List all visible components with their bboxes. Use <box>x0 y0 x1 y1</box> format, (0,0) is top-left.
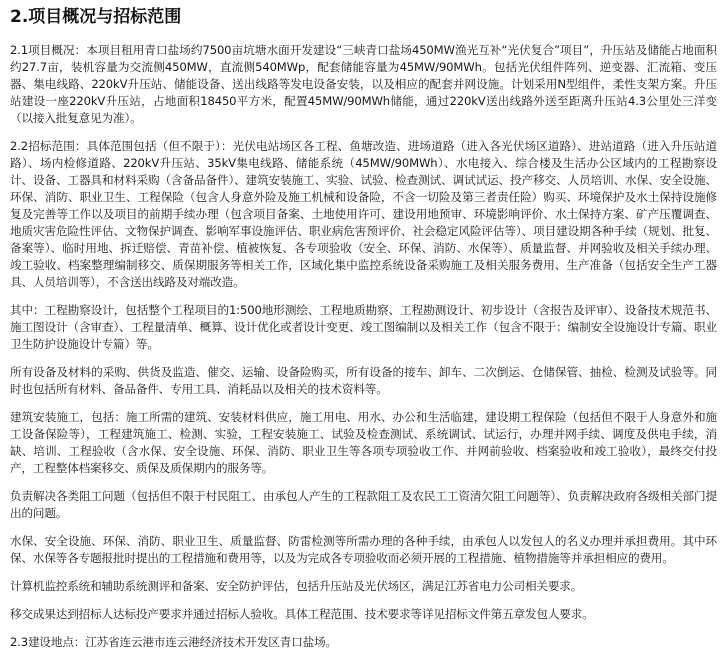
section-heading: 2.项目概况与招标范围 <box>10 7 182 27</box>
permits-paragraph: 水保、安全设施、环保、消防、职业卫生、质量监督、防雷检测等所需办理的各种手续，由承包人以发包人的名义办理并承担费用。其中环保、水保等各专题报批时提出的工程措施和费用等，以及为完成各专项验收而必须开展的工程措施、植物措施等并承担相应的费用。 <box>10 534 717 565</box>
survey-design-paragraph: 其中：工程勘察设计，包括整个工程项目的1:500地形测绘、工程地质勘察、工程勘测设计、初步设计（含报告及评审）、设备技术规范书、施工图设计（含审查）、工程量清单、概算、设计优化或者设计变更、竣工图编制以及相关工作（包含不限于：编制安全设施设计专篇、职业卫生防护设施设计专篇）等。 <box>10 303 717 351</box>
bid-scope-paragraph: 2.2招标范围：具体范围包括（但不限于）：光伏电站场区各工程、鱼塘改造、进场道路（进入各光伏场区道路）、进站道路（进入升压站道路）、场内检修道路、220kV升压站、35kV集电线路、储能系统（45MW/90MWh）、水电接入、综合楼及生活办公区域内的工程勘察设计、设备、工器具和材料采购（含备品备件）、建筑安装施工、实验、试验、检查测试、调试试运、投产移交、人员培训、水保、安全设施、环保、消防、职业卫生、工程保险（包含人身意外险及施工机械和设备险，不含一切险及第三者责任险）购买、环境保护及水土保持设施修复及完善等工作以及项目的前期手续办理（包含项目备案、土地使用许可、建设用地预审、环境影响评价、水土保持方案、矿产压覆调查、地质灾害危险性评估、文物保护调查、影响军事设施评估、职业病危害预评价、社会稳定风险评估等）、项目建设期各种手续（规划、批复、备案等）、临时用地、拆迁赔偿、青苗补偿、植被恢复、各专项验收（安全、环保、消防、水保等）、质量监督、并网验收及相关手续办理、竣工验收、档案整理编制移交、质保期服务等相关工作，区域化集中监控系统设备采购施工及相关服务费用、生产准备（包括安全生产工器具、人员培训等），不含送出线路及对端改造。 <box>10 139 717 289</box>
handover-paragraph: 移交成果达到招标人达标投产要求并通过招标人验收。具体工程范围、技术要求等详见招标文件第五章发包人要求。 <box>10 607 594 621</box>
monitoring-system-paragraph: 计算机监控系统和辅助系统测评和备案、安全防护评估，包括升压站及光伏场区，满足江苏省电力公司相关要求。 <box>10 579 583 593</box>
project-overview-paragraph: 2.1项目概况：本项目租用青口盐场约7500亩坑塘水面开发建设“三峡青口盐场450MW渔光互补“光伏复合”项目”，升压站及储能占地面积约27.7亩，装机容量为交流侧450MW，直流侧540MWp，配套储能容量为45MW/90MWh。包括光伏组件阵列、逆变器、汇流箱、变压器、集电线路、220kV升压站、储能设备、送出线路等发电设备安装，以及相应的配套并网设施。计划采用N型组件，柔性支架方案。升压站建设一座220kV升压站，占地面积18450平方米，配置45MW/90MWh储能，通过220kV送出线路外送至距离升压站4.3公里处三洋变（以接入批复意见为准）。 <box>10 43 717 125</box>
construction-site-paragraph: 2.3建设地点：江苏省连云港市连云港经济技术开发区青口盐场。 <box>10 635 337 649</box>
procurement-paragraph: 所有设备及材料的采购、供货及监造、催交、运输、设备险购买，所有设备的接车、卸车、二次倒运、仓储保管、抽检、检测及试验等。同时也包括所有材料、备品备件、专用工具、消耗品以及相关的技术资料等。 <box>10 365 717 396</box>
obstruction-issues-paragraph: 负责解决各类阻工问题（包括但不限于村民阻工、由承包人产生的工程款阻工及农民工工资清欠阻工问题等）、负责解决政府各级相关部门提出的问题。 <box>10 489 717 520</box>
construction-paragraph: 建筑安装施工，包括：施工所需的建筑、安装材料供应，施工用电、用水、办公和生活临建，建设期工程保险（包括但不限于人身意外和施工设备保险等），工程建筑施工、检测、实验，工程安装施工、试验及检查测试、系统调试、试运行，办理并网手续、调度及供电手续，消缺、培训、工程验收（含水保、安全设施、环保、消防、职业卫生等各项专项验收工作、并网前验收、档案验收和竣工验收），最终交付投产，工程整体档案移交、质保及质保期内的服务等。 <box>10 410 717 475</box>
